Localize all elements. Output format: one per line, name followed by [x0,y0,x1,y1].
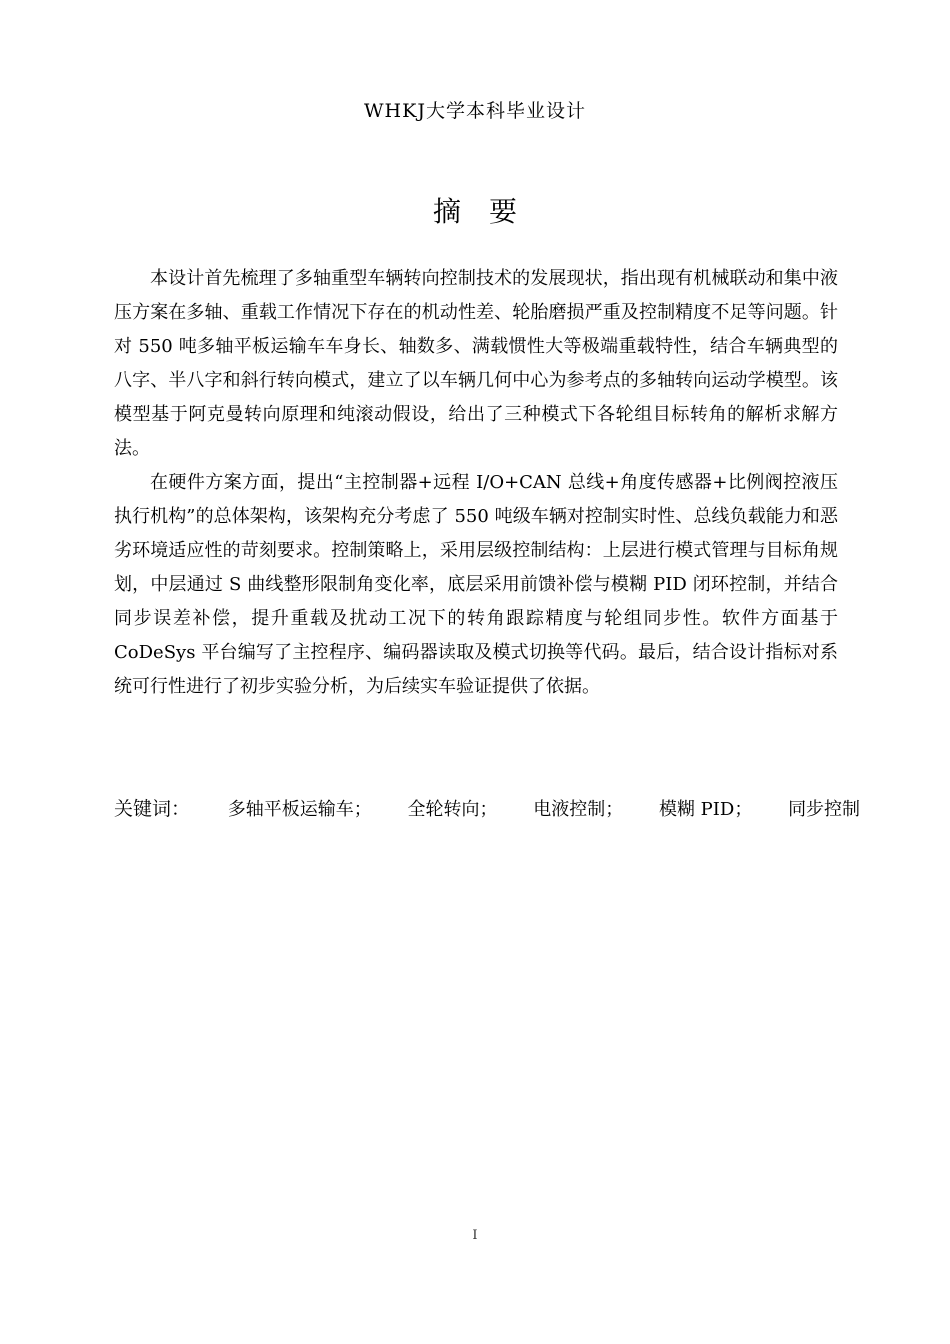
keyword-item: 模糊 PID； [658,799,753,820]
keywords-label: 关键词： [114,798,191,820]
abstract-body [114,262,838,704]
keywords-line [114,794,861,825]
keyword-item: 全轮转向； [407,799,498,820]
keyword-item: 多轴平板运输车； [227,799,372,820]
keyword-item: 电液控制； [533,799,624,820]
abstract-title: 摘要 [432,195,545,228]
page-header: WHKJ大学本科毕业设计 [364,100,586,122]
abstract-paragraph: 在硬件方案方面，提出“主控制器+远程 I/O+CAN 总线+角度传感器+比例阀控液压执行机构”的总体架构，该架构充分考虑了 550 吨级车辆对控制实时性、总线负载能力和恶劣环境适应性的苛刻要求。控制策略上，采用层级控制结构：上层进行模式管理与目标角规划，中层通过 S 曲线整形限制角变化率，底层采用前馈补偿与模糊 PID 闭环控制，并结合同步误差补偿，提升重载及扰动工况下的转角跟踪精度与轮组同步性。软件方面基于 CoDeSys 平台编写了主控程序、编码器读取及模式切换等代码。最后，结合设计指标对系统可行性进行了初步实验分析，为后续实车验证提供了依据。 [114,472,838,697]
keyword-item: 同步控制 [788,799,861,820]
abstract-paragraph: 本设计首先梳理了多轴重型车辆转向控制技术的发展现状，指出现有机械联动和集中液压方案在多轴、重载工作情况下存在的机动性差、轮胎磨损严重及控制精度不足等问题。针对 550 吨多轴平板运输车车身长、轴数多、满载惯性大等极端重载特性，结合车辆典型的八字、半八字和斜行转向模式，建立了以车辆几何中心为参考点的多轴转向运动学模型。该模型基于阿克曼转向原理和纯滚动假设，给出了三种模式下各轮组目标转角的解析求解方法。 [114,268,838,459]
page-number: I [472,1228,478,1243]
